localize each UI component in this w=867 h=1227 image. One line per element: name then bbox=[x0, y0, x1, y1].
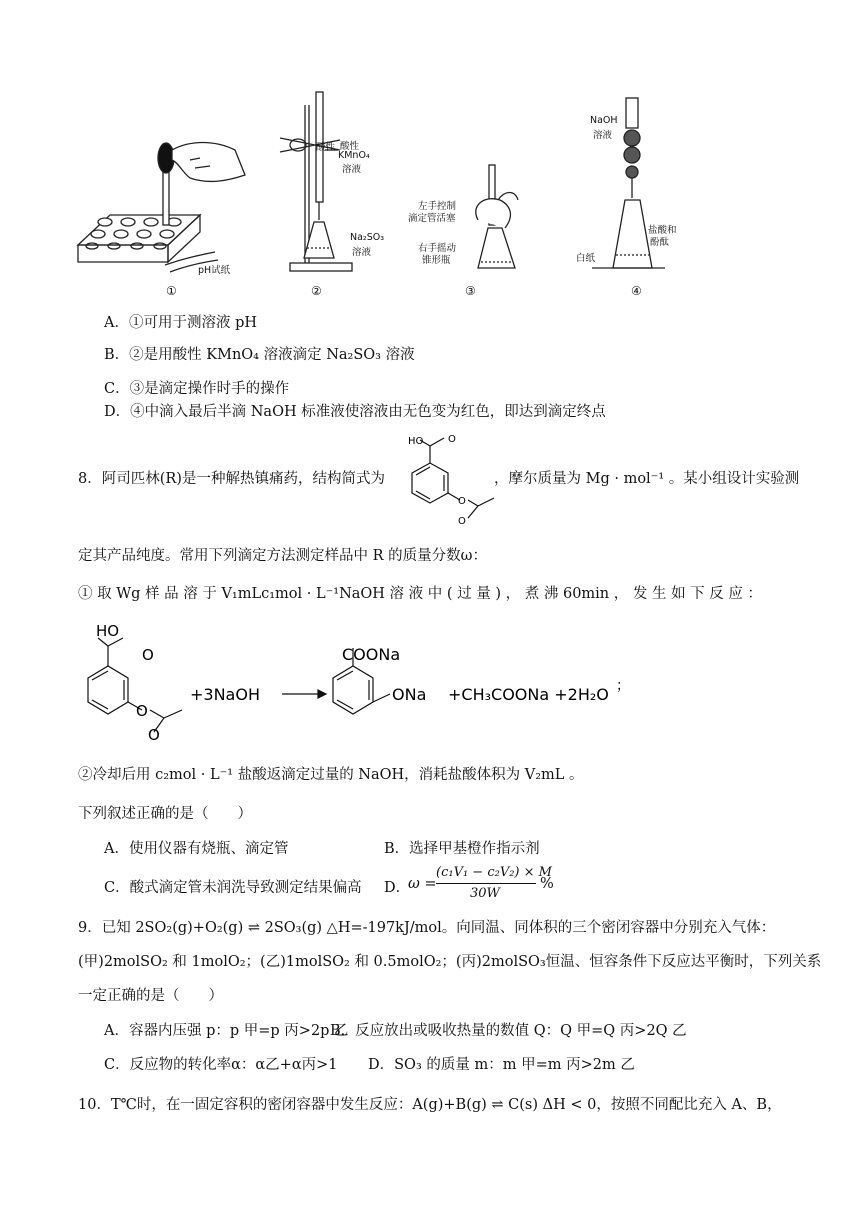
q10-line-1: 10．T℃时，在一固定容积的密闭容器中发生反应：A(g)+B(g) ⇌ C(s) ΔH < 0，按照不同配比充入 A、B， bbox=[78, 1097, 782, 1113]
rxn-coona: COONa bbox=[342, 645, 401, 664]
q7-option-d: D．④中滴入最后半滴 NaOH 标准液使溶液由无色变为红色，即达到滴定终点 bbox=[104, 404, 606, 420]
q8-line-4: ②冷却后用 c₂mol · L⁻¹ 盐酸返滴定过量的 NaOH，消耗盐酸体积为 V₂mL 。 bbox=[78, 767, 584, 783]
aspirin-structure bbox=[392, 428, 502, 528]
q8-line-1a: 8．阿司匹林(R)是一种解热镇痛药，结构简式为 bbox=[78, 471, 385, 487]
q9-option-b: B．反应放出或吸收热量的数值 Q：Q 甲=Q 丙>2Q 乙 bbox=[330, 1023, 687, 1039]
figure-2-burette-stand bbox=[280, 92, 352, 271]
fig3-label-left-2: 滴定管活塞 bbox=[408, 213, 456, 224]
q9-line-2: (甲)2molSO₂ 和 1molO₂；(乙)1molSO₂ 和 0.5molO₂；(丙)2molSO₃恒温、恒容条件下反应达平衡时，下列关系 bbox=[78, 954, 822, 970]
fraction-bar bbox=[436, 883, 536, 884]
fig1-caption: ① bbox=[166, 284, 177, 298]
q9-option-c: C．反应物的转化率α：α乙+α丙>1 bbox=[104, 1057, 338, 1073]
fig2-label-solution-1: 溶液 bbox=[342, 164, 362, 175]
q9-option-d: D．SO₃ 的质量 m：m 甲=m 丙>2m 乙 bbox=[368, 1057, 635, 1073]
fig2-caption: ② bbox=[311, 284, 322, 298]
rxn-products: +CH₃COONa +2H₂O bbox=[448, 685, 609, 704]
q8-line-3: ① 取 Wg 样 品 溶 于 V₁mLc₁mol · L⁻¹NaOH 溶 液 中 ( 过 量 ) ， 煮 沸 60min ， 发 生 如 下 反 应 ： bbox=[78, 586, 763, 602]
q8-option-d-prefix: D． bbox=[384, 880, 411, 896]
q8-option-a: A．使用仪器有烧瓶、滴定管 bbox=[104, 841, 289, 857]
fig3-label-right-1: 右手摇动 bbox=[418, 243, 457, 254]
q8-option-d-unit: % bbox=[540, 876, 554, 892]
q8-option-d-numerator: (c₁V₁ − c₂V₂) × M bbox=[436, 865, 552, 880]
figure-3-hand-operation bbox=[476, 165, 518, 268]
fig2-label-acid-text: 酸性 bbox=[340, 141, 360, 152]
q9-line-3: 一定正确的是（ ） bbox=[78, 988, 223, 1004]
q8-option-d-lhs: ω = bbox=[408, 876, 437, 892]
fig2-label-na2so3: Na₂SO₃ bbox=[350, 232, 385, 243]
rxn-o-label-3: O bbox=[148, 726, 160, 744]
fig2-label-solution-2: 溶液 bbox=[352, 247, 372, 258]
q8-ask: 下列叙述正确的是（ ） bbox=[78, 806, 252, 822]
figure-1-spot-plate bbox=[78, 143, 245, 273]
fig3-label-right-2: 锥形瓶 bbox=[422, 255, 451, 266]
q8-option-b: B．选择甲基橙作指示剂 bbox=[384, 841, 540, 857]
aspirin-o-label-3: O bbox=[458, 516, 466, 527]
q9-line-1: 9．已知 2SO₂(g)+O₂(g) ⇌ 2SO₃(g) △H=-197kJ/mol。向同温、同体积的三个密闭容器中分别充入气体： bbox=[78, 920, 776, 936]
fig4-label-hcl: 盐酸和 bbox=[648, 225, 677, 236]
reaction-equation bbox=[78, 618, 638, 748]
fig4-label-white-paper: 白纸 bbox=[576, 253, 596, 264]
q7-option-b: B．②是用酸性 KMnO₄ 溶液滴定 Na₂SO₃ 溶液 bbox=[104, 347, 415, 363]
fig4-label-naoh: NaOH bbox=[590, 115, 618, 126]
rxn-end: ； bbox=[616, 678, 630, 694]
fig2-label-kmno4: KMnO₄ bbox=[338, 150, 370, 161]
q7-option-c: C．③是滴定操作时手的操作 bbox=[104, 381, 290, 397]
q8-line-1b: ，摩尔质量为 Mg · mol⁻¹ 。某小组设计实验测 bbox=[494, 471, 800, 487]
rxn-o-label-2: O bbox=[136, 702, 148, 720]
aspirin-ho-label: HO bbox=[408, 436, 424, 447]
q9-option-a: A．容器内压强 p：p 甲=p 丙>2p 乙 bbox=[104, 1023, 349, 1039]
rxn-reagent: +3NaOH bbox=[190, 685, 260, 704]
rxn-ona: ONa bbox=[392, 685, 427, 704]
rxn-ho-label: HO bbox=[96, 622, 120, 640]
fig4-label-solution: 溶液 bbox=[593, 130, 613, 141]
fig1-label-ph-paper: pH试纸 bbox=[198, 265, 231, 276]
fig2-label-acid: 酸性 bbox=[316, 142, 336, 153]
fig4-caption: ④ bbox=[631, 284, 642, 298]
fig3-caption: ③ bbox=[465, 284, 476, 298]
q7-option-a: A．①可用于测溶液 pH bbox=[104, 315, 258, 331]
aspirin-o-label-2: O bbox=[458, 496, 466, 507]
fig3-label-left-1: 左手控制 bbox=[418, 201, 457, 212]
rxn-o-label-1: O bbox=[142, 646, 154, 664]
q8-option-d-denominator: 30W bbox=[470, 886, 500, 901]
q8-line-2: 定其产品纯度。常用下列滴定方法测定样品中 R 的质量分数ω： bbox=[78, 548, 487, 564]
q8-option-c: C．酸式滴定管未润洗导致测定结果偏高 bbox=[104, 880, 362, 896]
aspirin-o-label-1: O bbox=[448, 434, 456, 445]
fig4-label-phenolphthalein: 酚酞 bbox=[650, 237, 670, 248]
